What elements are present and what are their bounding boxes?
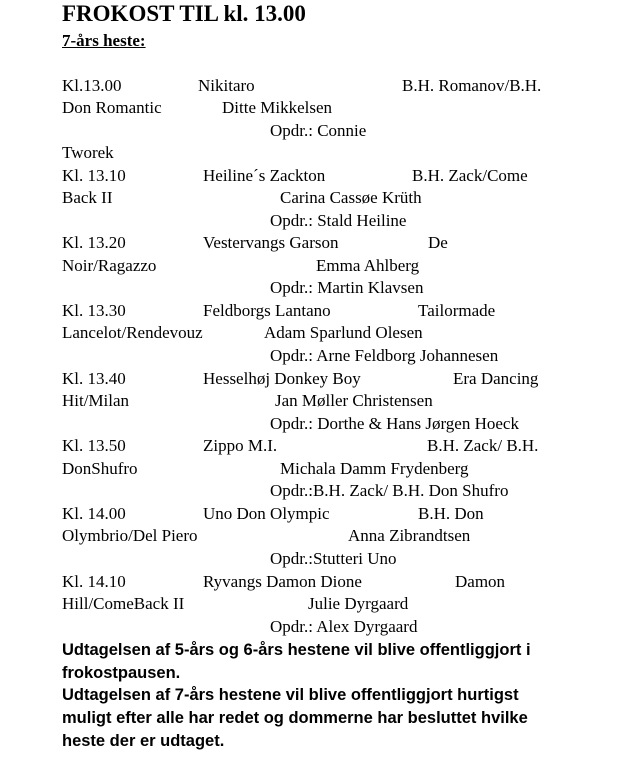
entry-rider: Adam Sparlund Olesen: [264, 323, 423, 342]
entry-horse: Feldborgs Lantano: [203, 301, 331, 320]
entry-breeder-cont: Tworek: [62, 143, 114, 162]
entry-rider: Jan Møller Christensen: [275, 391, 433, 410]
entry-pedigree: Era Dancing: [453, 369, 539, 388]
entry-breeder: Opdr.: Connie: [270, 121, 367, 140]
entry-horse: Hesselhøj Donkey Boy: [203, 369, 361, 388]
entry-rider: Carina Cassøe Krüth: [280, 188, 422, 207]
entry-time: Kl.13.00: [62, 76, 122, 95]
entry-breeder: Opdr.: Martin Klavsen: [270, 278, 424, 297]
entry-pedigree-cont: Noir/Ragazzo: [62, 256, 157, 275]
entry-horse: Zippo M.I.: [203, 436, 278, 455]
entry-pedigree-cont: Hill/ComeBack II: [62, 594, 185, 613]
entry-breeder: Opdr.: Alex Dyrgaard: [270, 617, 418, 636]
entry-pedigree: B.H. Don: [418, 504, 484, 523]
entry-horse: Nikitaro: [198, 76, 255, 95]
entry-time: Kl. 13.20: [62, 233, 126, 252]
entry-pedigree: B.H. Romanov/B.H.: [402, 76, 542, 95]
entry-pedigree: Tailormade: [418, 301, 496, 320]
entry-horse: Vestervangs Garson: [203, 233, 339, 252]
entry-rider: Julie Dyrgaard: [308, 594, 409, 613]
entry-rider: Anna Zibrandtsen: [348, 526, 471, 545]
entry-rider: Michala Damm Frydenberg: [280, 459, 469, 478]
entry-time: Kl. 13.10: [62, 166, 126, 185]
entry-pedigree: B.H. Zack/ B.H.: [427, 436, 539, 455]
entry-time: Kl. 13.40: [62, 369, 126, 388]
entry-horse: Ryvangs Damon Dione: [203, 572, 362, 591]
entry-pedigree-cont: Olymbrio/Del Piero: [62, 526, 198, 545]
note-line: frokostpausen.: [62, 664, 181, 682]
page-title: FROKOST TIL kl. 13.00: [62, 1, 306, 26]
entry-breeder: Opdr.: Dorthe & Hans Jørgen Hoeck: [270, 414, 519, 433]
entry-time: Kl. 14.10: [62, 572, 126, 591]
entry-horse: Uno Don Olympic: [203, 504, 330, 523]
entry-breeder: Opdr.:B.H. Zack/ B.H. Don Shufro: [270, 481, 509, 500]
entry-pedigree-cont: Hit/Milan: [62, 391, 130, 410]
entry-pedigree: Damon: [455, 572, 506, 591]
entry-pedigree-cont: Lancelot/Rendevouz: [62, 323, 203, 342]
entry-breeder: Opdr.: Arne Feldborg Johannesen: [270, 346, 499, 365]
note-line: Udtagelsen af 7-års hestene vil blive offentliggjort hurtigst: [62, 686, 519, 704]
section-heading: 7-års heste:: [62, 31, 146, 50]
entry-pedigree: B.H. Zack/Come: [412, 166, 528, 185]
note-line: heste der er udtaget.: [62, 732, 225, 750]
entry-breeder: Opdr.:Stutteri Uno: [270, 549, 397, 568]
entry-time: Kl. 13.30: [62, 301, 126, 320]
note-line: Udtagelsen af 5-års og 6-års hestene vil blive offentliggjort i: [62, 641, 531, 659]
entry-horse: Heiline´s Zackton: [203, 166, 326, 185]
entry-pedigree-cont: Don Romantic: [62, 98, 162, 117]
entry-rider: Ditte Mikkelsen: [222, 98, 333, 117]
entry-breeder: Opdr.: Stald Heiline: [270, 211, 407, 230]
note-line: muligt efter alle har redet og dommerne har besluttet hvilke: [62, 709, 528, 727]
entry-rider: Emma Ahlberg: [316, 256, 420, 275]
entry-pedigree: De: [428, 233, 448, 252]
entry-time: Kl. 14.00: [62, 504, 126, 523]
entry-time: Kl. 13.50: [62, 436, 126, 455]
entry-pedigree-cont: DonShufro: [62, 459, 138, 478]
entry-pedigree-cont: Back II: [62, 188, 113, 207]
